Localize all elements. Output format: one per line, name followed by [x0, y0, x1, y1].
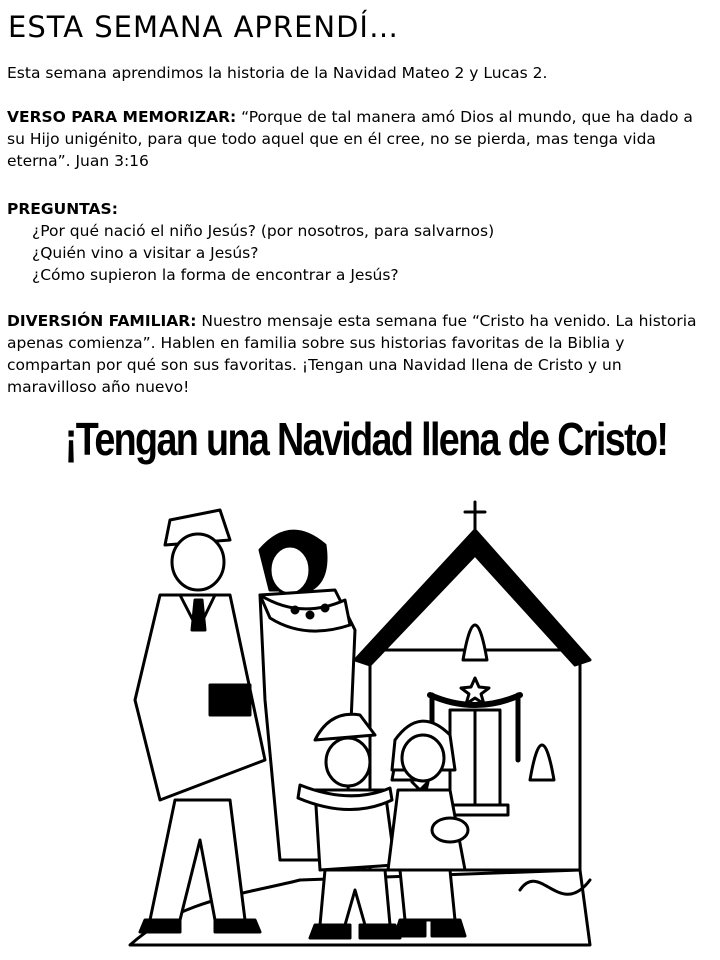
father-figure: [135, 510, 265, 932]
family-fun-text: Nuestro mensaje esta semana fue “Cristo ha venido. La historia apenas comienza”. Hablen en familia sobre sus historias favoritas de la Biblia y compartan por qué son sus favoritas. ¡Tengan una Navidad llena de Cristo y un maravilloso año nuevo!: [7, 312, 697, 396]
family-church-illustration: [120, 500, 600, 955]
questions-label: PREGUNTAS:: [7, 200, 118, 218]
questions-list: [32, 220, 494, 286]
memory-verse-text: “Porque de tal manera amó Dios al mundo, que ha dado a su Hijo unigénito, para que todo aquel que en él cree, no se pierda, mas tenga vida eterna”. Juan 3:16: [7, 108, 693, 170]
intro-text: Esta semana aprendimos la historia de la Navidad Mateo 2 y Lucas 2.: [7, 64, 548, 82]
church-building: [355, 502, 590, 870]
memory-verse: [7, 106, 707, 172]
page-heading: ESTA SEMANA APRENDÍ…: [8, 10, 399, 44]
christmas-banner: ¡Tengan una Navidad llena de Cristo!: [64, 413, 668, 465]
family-fun-label: DIVERSIÓN FAMILIAR:: [7, 312, 197, 330]
memory-verse-label: VERSO PARA MEMORIZAR:: [7, 108, 237, 126]
question-item: ¿Por qué nació el niño Jesús? (por nosotros, para salvarnos): [32, 222, 495, 240]
question-item: ¿Cómo supieron la forma de encontrar a Jesús?: [32, 266, 399, 284]
question-item: ¿Quién vino a visitar a Jesús?: [32, 244, 259, 262]
family-fun: [7, 310, 713, 398]
